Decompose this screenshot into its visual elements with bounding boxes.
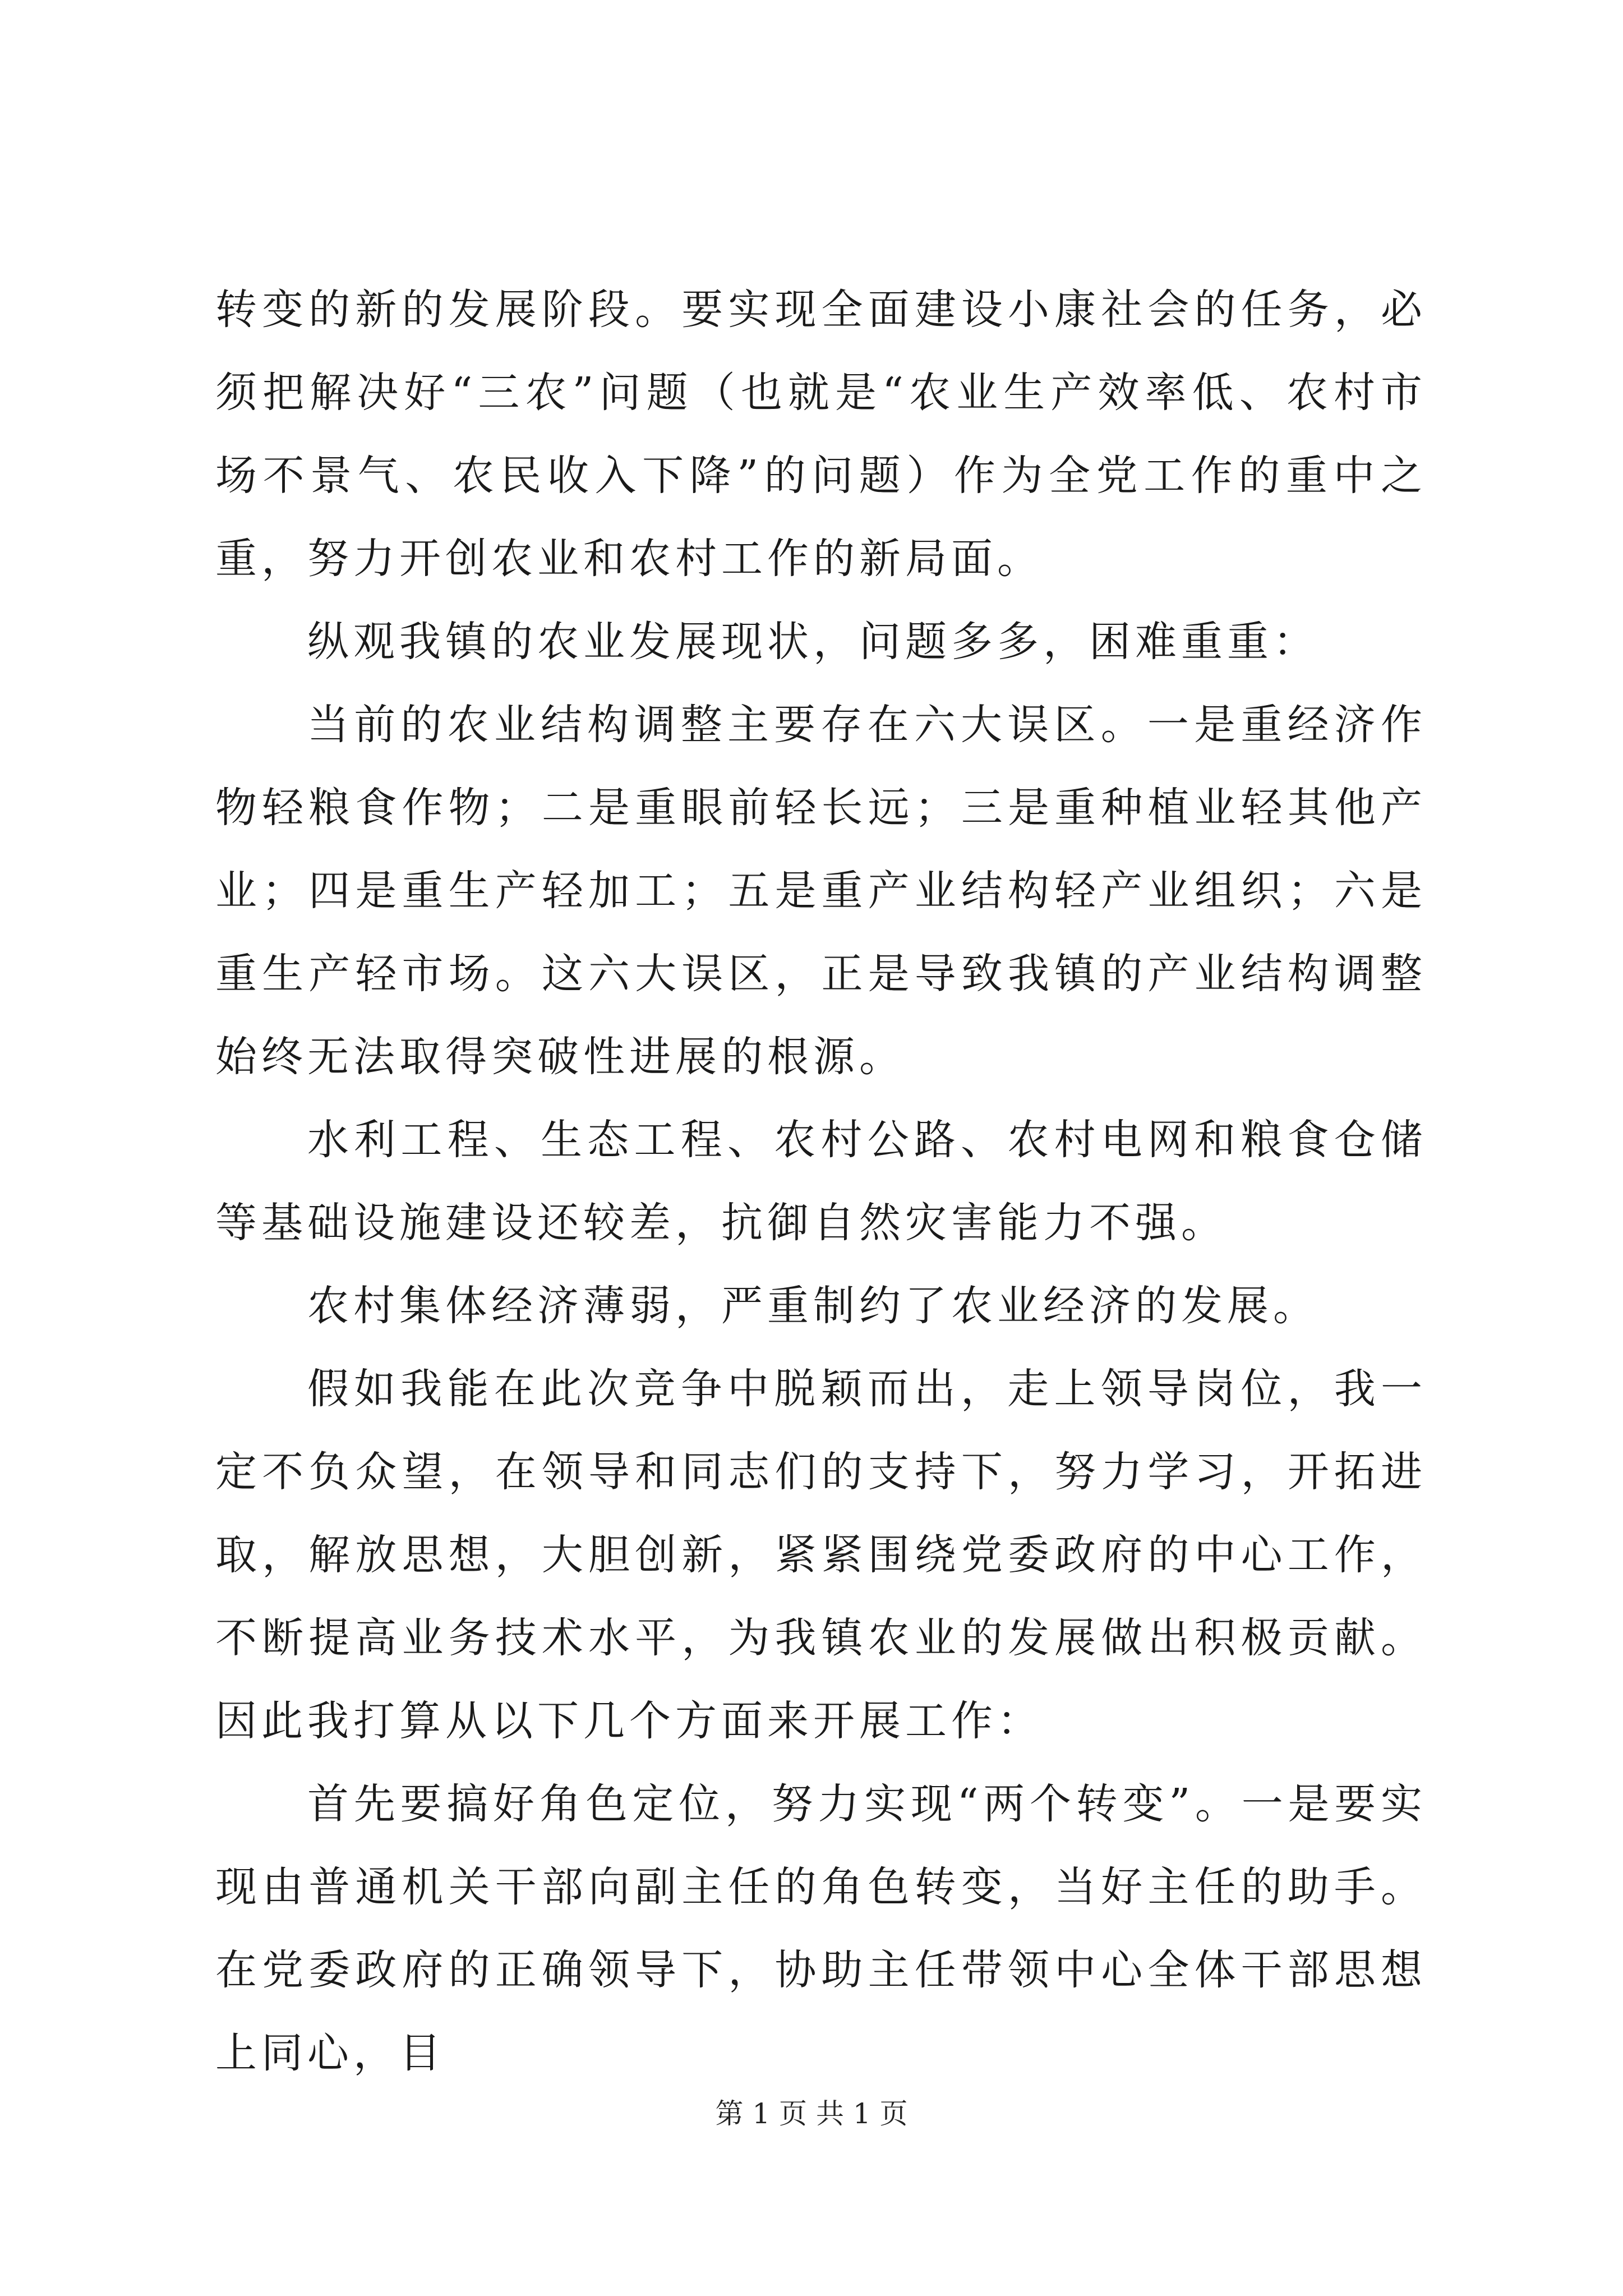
paragraph-1: 转变的新的发展阶段。要实现全面建设小康社会的任务，必须把解决好“三农”问题（也就是“农业生产效率低、农村市场不景气、农民收入下降”的问题）作为全党工作的重中之重，努力开创农业和农村工作的新局面。 [215,286,1427,583]
paragraph-5: 农村集体经济薄弱，严重制约了农业经济的发展。 [307,1282,1319,1330]
paragraph-3: 当前的农业结构调整主要存在六大误区。一是重经济作物轻粮食作物；二是重眼前轻长远；三是重种植业轻其他产业；四是重生产轻加工；五是重产业结构轻产业组织；六是重生产轻市场。这六大误区，正是导致我镇的产业结构调整始终无法取得突破性进展的根源。 [215,701,1427,1081]
paragraph-4: 水利工程、生态工程、农村公路、农村电网和粮食仓储等基础设施建设还较差，抗御自然灾害能力不强。 [215,1116,1427,1247]
paragraph-7: 首先要搞好角色定位，努力实现“两个转变”。一是要实现由普通机关干部向副主任的角色转变，当好主任的助手。在党委政府的正确领导下，协助主任带领中心全体干部思想上同心，目 [215,1780,1427,2077]
paragraph-6: 假如我能在此次竞争中脱颖而出，走上领导岗位，我一定不负众望，在领导和同志们的支持下，努力学习，开拓进取，解放思想，大胆创新，紧紧围绕党委政府的中心工作，不断提高业务技术水平，为我镇农业的发展做出积极贡献。因此我打算从以下几个方面来开展工作： [215,1365,1427,1745]
paragraph-2: 纵观我镇的农业发展现状，问题多多，困难重重： [307,618,1319,666]
page-footer: 第 1 页 共 1 页 [715,2097,908,2130]
document-body [215,268,1427,2095]
